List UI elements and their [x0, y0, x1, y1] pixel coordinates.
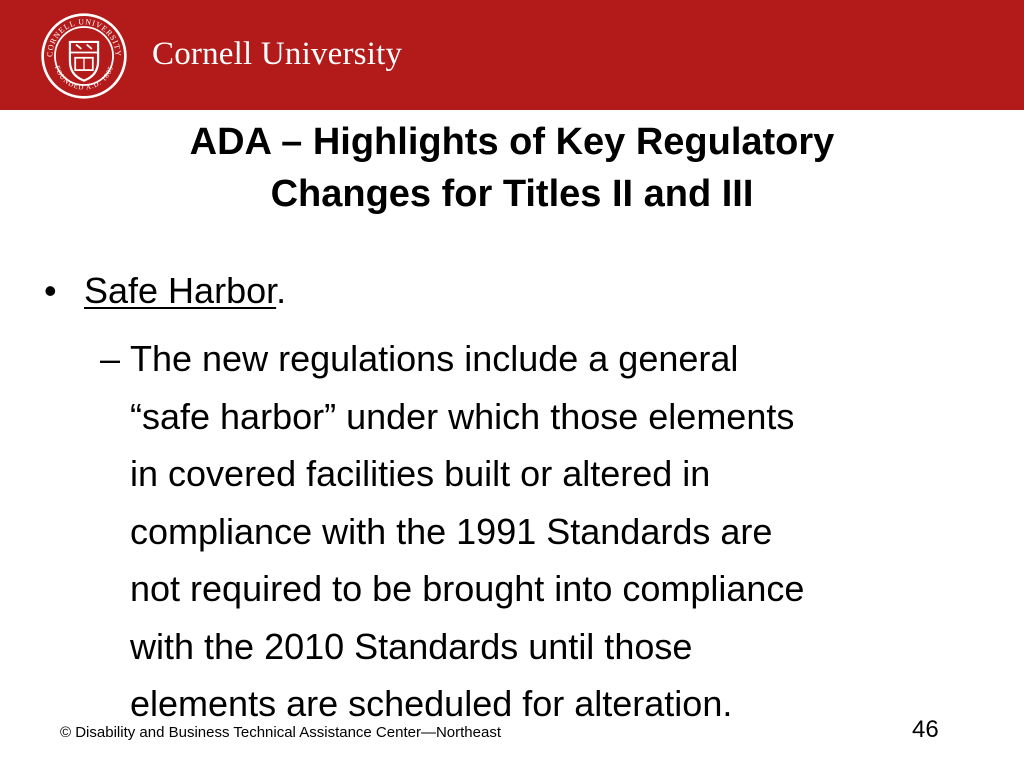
brand-wordmark: Cornell University [152, 36, 403, 72]
footer-copyright: © Disability and Business Technical Assistance Center—Northeast [60, 724, 501, 741]
body-line: in covered facilities built or altered in [130, 453, 711, 494]
body-line: “safe harbor” under which those elements [130, 395, 795, 437]
title-line: Changes for Titles II and III [270, 173, 754, 215]
bullet-symbol: • [44, 270, 57, 311]
cornell-seal-icon [40, 12, 128, 100]
body-line: The new regulations include a general [130, 338, 739, 379]
bullet-item [44, 266, 286, 316]
body-line: elements are scheduled for alteration. [130, 683, 733, 724]
svg-text:CORNELL UNIVERSITY: CORNELL UNIVERSITY [45, 17, 123, 58]
page-number: 46 [912, 716, 939, 743]
bullet-label: Safe Harbor [84, 270, 277, 311]
body-line: compliance with the 1991 Standards are [130, 510, 773, 552]
slide-title [60, 116, 964, 220]
title-line: ADA – Highlights of Key Regulatory [189, 121, 835, 163]
body-line: with the 2010 Standards until those [130, 625, 693, 667]
body-line: not required to be brought into compliance [130, 568, 805, 609]
sub-bullet [100, 330, 1000, 733]
header-band [0, 0, 1024, 110]
sub-bullet-symbol: – [100, 338, 121, 379]
bullet-suffix: . [276, 270, 287, 311]
svg-text:FOUNDED A.D. 1865: FOUNDED A.D. 1865 [52, 64, 116, 92]
